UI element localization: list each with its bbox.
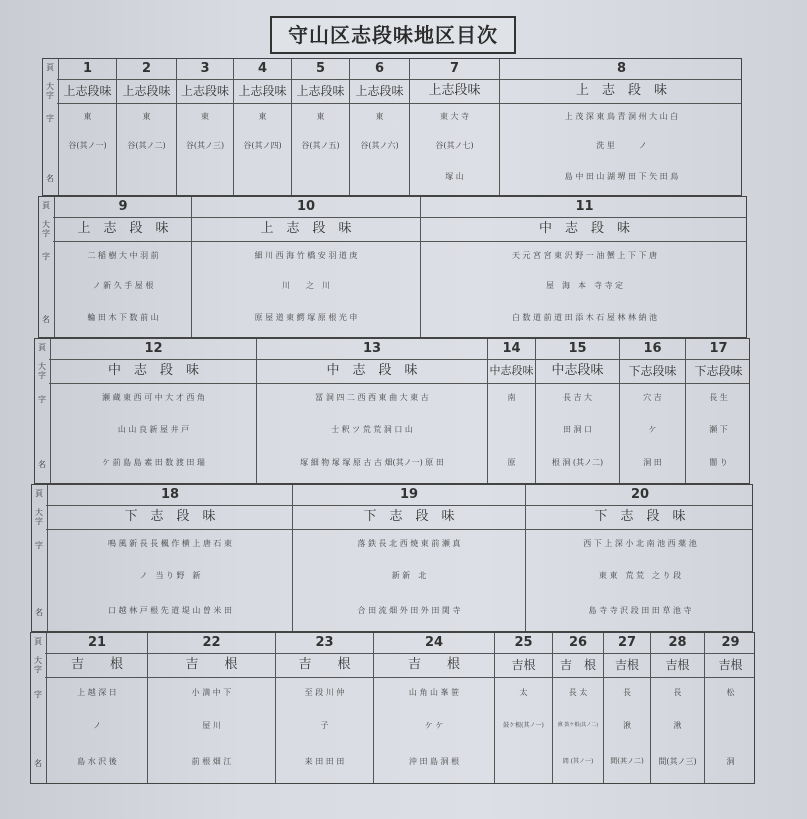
district-name: 上志段味: [355, 84, 404, 98]
district-name: 下志段味: [628, 364, 677, 378]
map-page-25: [494, 633, 552, 783]
district-name: 下志段味: [694, 364, 743, 378]
district-name: 吉根: [665, 658, 690, 672]
district-name: 中志段味: [551, 363, 604, 378]
page-number: 2: [141, 61, 152, 76]
aza-line: 前 根 畑 江: [191, 756, 232, 766]
aza-line: 山 角 山 峯 笹: [408, 687, 460, 697]
page-number: 11: [575, 199, 594, 214]
page-number: 12: [144, 341, 163, 356]
aza-line: 湫: [673, 721, 682, 731]
row-label-page: 頁: [38, 343, 46, 352]
page-number: 6: [374, 61, 385, 76]
page-number: 1: [82, 61, 93, 76]
district-name: 吉 根: [298, 657, 351, 672]
row-label-aza: 字: [34, 689, 42, 699]
aza-line: 湫: [623, 721, 631, 731]
district-name: 下 志 段 味: [594, 509, 686, 524]
aza-line: ケ 前 島 島 素 田 数 渡 田 瑞: [102, 458, 205, 468]
district-name: 中 志 段 味: [326, 363, 418, 378]
row-label-page: 頁: [42, 201, 50, 210]
aza-line: 落 鉄 長 北 西 焼 東 前 瀬 真: [357, 539, 461, 549]
aza-line: 谷(其ノ五): [301, 141, 340, 151]
map-page-10: [191, 197, 420, 337]
page-number: 29: [721, 635, 740, 650]
aza-line: 瀬 下: [709, 424, 728, 434]
page-number: 5: [315, 61, 326, 76]
map-page-20: [525, 485, 754, 631]
aza-line: 細 川 西 海 竹 橋 安 羽 道 庚: [254, 250, 358, 260]
aza-line: 上 越 深 日: [77, 687, 117, 697]
page-number: 3: [200, 61, 210, 76]
map-page-21: [46, 633, 147, 783]
district-name: 吉 根: [70, 657, 123, 672]
district-name: 上志段味: [296, 84, 345, 98]
row-label-oaza: 大字: [46, 82, 54, 100]
aza-line: 太: [519, 687, 528, 697]
aza-line: ケ: [648, 424, 657, 434]
aza-line: 松: [726, 687, 735, 697]
aza-line: 屋 川: [202, 721, 221, 731]
page-number: 20: [630, 487, 650, 502]
aza-line: 輪 田 木 下 数 前 山: [87, 313, 159, 323]
district-name: 上志段味: [122, 84, 171, 98]
page-number: 14: [502, 341, 521, 356]
page-number: 28: [668, 635, 687, 650]
map-page-26: [552, 633, 603, 783]
aza-line: 至 段 川 仲: [304, 687, 345, 697]
aza-line: 穴 吉: [643, 392, 662, 402]
page-number: 18: [160, 487, 180, 502]
page-number: 15: [568, 341, 587, 356]
aza-line: 南: [507, 392, 516, 402]
aza-line: ノ 新 久 手 屋 根: [92, 280, 154, 290]
map-page-16: [619, 339, 685, 483]
aza-line: 屋 海 本 寺 寺 定: [545, 280, 624, 290]
map-page-7: [409, 59, 499, 195]
aza-line: 合 田 流 畑 外 田 外 田 関 寺: [357, 605, 461, 615]
aza-line: 長: [673, 687, 682, 697]
aza-line: 上 茂 深 東 鳥 青 洞 州 大 山 白: [564, 112, 679, 122]
aza-line: 島 寺 寺 沢 段 田 田 草 池 寺: [588, 605, 692, 615]
aza-line: 小 満 中 下: [191, 687, 232, 697]
district-name: 吉根: [718, 658, 743, 672]
aza-line: 長 吉 大: [562, 392, 593, 402]
map-page-13: [256, 339, 487, 483]
aza-line: 沖 田 島 洞 根: [408, 756, 460, 766]
map-page-12: [50, 339, 256, 483]
aza-line: 二 稲 樹 大 中 羽 前: [87, 250, 159, 260]
index-band: [34, 338, 750, 484]
aza-line: 冨 洞 四 二 西 西 東 曲 大 東 古: [315, 392, 429, 402]
row-label-name: 名: [35, 607, 43, 617]
district-name: 上志段味: [180, 84, 229, 98]
row-label-page: 頁: [34, 637, 42, 646]
map-page-23: [275, 633, 373, 783]
aza-line: 東: [83, 112, 92, 122]
page-number: 26: [568, 635, 588, 650]
aza-line: 洞 田: [643, 458, 662, 468]
aza-line: 島 水 沢 後: [77, 756, 117, 766]
aza-line: 東: [316, 112, 325, 122]
map-page-17: [685, 339, 751, 483]
district-name: 下 志 段 味: [363, 509, 455, 524]
aza-line: 鼓ケ根(其ノ一): [503, 722, 544, 730]
row-label-aza: 字: [42, 252, 50, 262]
aza-line: 東: [375, 112, 384, 122]
aza-line: 東: [201, 112, 209, 122]
district-name: 上志段味: [428, 83, 481, 98]
page-number: 27: [617, 635, 637, 650]
aza-line: 士 釈 ツ 荒 荒 洞 口 山: [331, 424, 413, 434]
aza-line: 瀬 蔵 東 西 可 中 大 才 西 角: [102, 392, 205, 402]
index-band: [30, 632, 755, 784]
aza-line: 田 洞 口: [562, 424, 593, 434]
aza-line: ケ ケ: [424, 721, 444, 731]
aza-line: 子: [320, 721, 329, 731]
aza-line: 長 生: [709, 392, 728, 402]
aza-line: ノ 当 り 野 新: [139, 571, 201, 581]
aza-line: 闇 り: [709, 458, 728, 468]
district-name: 中志段味: [489, 364, 534, 377]
map-page-29: [704, 633, 756, 783]
map-page-8: [499, 59, 743, 195]
district-name: 吉 根: [559, 658, 596, 672]
map-page-2: [116, 59, 176, 195]
aza-line: 長 太: [568, 687, 588, 697]
index-band: [42, 58, 742, 196]
map-page-18: [47, 485, 292, 631]
row-label-aza: 字: [46, 113, 54, 123]
map-page-6: [349, 59, 409, 195]
aza-line: 谷(其ノ六): [360, 141, 399, 151]
aza-line: 川 之 川: [282, 280, 330, 290]
aza-line: 谷(其ノ一): [68, 141, 107, 151]
map-page-5: [291, 59, 349, 195]
page-number: 8: [616, 61, 627, 76]
page-number: 16: [643, 341, 662, 356]
map-page-11: [420, 197, 748, 337]
map-page-9: [54, 197, 191, 337]
map-page-27: [603, 633, 650, 783]
row-label-page: 頁: [35, 489, 43, 498]
aza-line: 谷(其ノ二): [127, 141, 166, 151]
row-label-oaza: 大字: [34, 656, 42, 674]
page-number: 25: [514, 635, 533, 650]
aza-line: 新 新 北: [391, 571, 427, 581]
aza-line: 東 大 寺: [439, 112, 470, 122]
district-name: 上 志 段 味: [575, 83, 667, 98]
aza-line: ノ: [93, 721, 101, 731]
aza-line: 山 山 良 新 屋 井 戸: [117, 424, 190, 434]
aza-line: 島 中 田 山 湖 堺 田 下 矢 田 鳥: [564, 172, 679, 182]
aza-line: 東 東 荒 荒 之 り 段: [598, 571, 682, 581]
row-label-aza: 字: [38, 394, 46, 404]
map-page-24: [373, 633, 494, 783]
aza-line: 西 下 上 深 小 北 南 池 西 薬 池: [583, 539, 697, 549]
map-page-28: [650, 633, 704, 783]
aza-line: 洞: [726, 756, 735, 766]
row-label-name: 名: [42, 315, 50, 325]
index-band: [31, 484, 753, 632]
aza-line: 原 屋 道 東 鰐 塚 原 根 光 申: [254, 313, 358, 323]
page-number: 4: [257, 61, 268, 76]
aza-line: 谷(其ノ三): [185, 141, 225, 151]
map-page-3: [176, 59, 233, 195]
page-number: 9: [118, 199, 128, 214]
page-number: 13: [362, 341, 382, 356]
page-number: 22: [202, 635, 221, 650]
aza-line: 間(其ノ三): [658, 756, 697, 766]
page-number: 23: [315, 635, 334, 650]
aza-line: 間 (其ノ一): [562, 757, 594, 765]
page-number: 24: [424, 635, 444, 650]
district-name: 上 志 段 味: [260, 221, 352, 236]
map-page-19: [292, 485, 525, 631]
aza-line: 原: [507, 458, 516, 468]
row-label-page: 頁: [46, 63, 54, 72]
aza-line: 鳴 風 新 長 長 楓 作 横 上 唐 石 東: [108, 539, 232, 549]
map-page-4: [233, 59, 291, 195]
district-name: 中 志 段 味: [538, 221, 630, 236]
aza-line: 天 元 宮 宮 東 沢 野 一 油 蟹 上 下 下 唐: [511, 250, 658, 260]
row-label-oaza: 大字: [42, 220, 50, 238]
row-label-name: 名: [46, 173, 54, 183]
aza-line: 洗 里 ノ: [596, 141, 647, 151]
district-name: 上 志 段 味: [77, 221, 169, 236]
row-label-name: 名: [34, 758, 42, 768]
aza-line: 塚 山: [445, 172, 464, 182]
aza-line: 根 洞 (其ノ二): [551, 458, 604, 468]
page-number: 19: [399, 487, 419, 502]
district-name: 上志段味: [238, 84, 287, 98]
district-name: 吉根: [614, 658, 639, 672]
aza-line: 谷(其ノ七): [435, 141, 474, 151]
map-page-1: [58, 59, 116, 195]
page-number: 10: [296, 199, 316, 214]
row-label-name: 名: [38, 460, 46, 470]
row-label-oaza: 大字: [35, 508, 43, 526]
district-name: 上志段味: [63, 84, 112, 98]
aza-line: 来 田 田 田: [304, 756, 345, 766]
index-band: [38, 196, 747, 338]
district-name: 吉 根: [407, 657, 460, 672]
map-page-22: [147, 633, 275, 783]
page-number: 17: [709, 341, 728, 356]
page-title: 守山区志段味地区目次: [270, 16, 516, 54]
district-name: 下 志 段 味: [124, 509, 216, 524]
row-label-oaza: 大字: [38, 362, 46, 380]
aza-line: 白 数 道 前 道 田 添 木 石 屋 林 林 納 池: [511, 313, 658, 323]
district-name: 吉根: [511, 658, 536, 672]
district-name: 中 志 段 味: [107, 363, 199, 378]
page-number: 7: [449, 61, 460, 76]
map-page-14: [487, 339, 535, 483]
district-name: 吉 根: [185, 657, 238, 672]
aza-line: 湫 鼓ケ根(其ノ二): [557, 722, 599, 729]
aza-line: 塚 細 物 塚 塚 原 古 古 畑(其ノ一) 原 田: [300, 458, 444, 468]
map-page-15: [535, 339, 619, 483]
aza-line: 口 越 林 戸 根 先 道 堤 山 曽 米 田: [108, 605, 232, 615]
aza-line: 東: [142, 112, 151, 122]
aza-line: 長: [623, 687, 631, 697]
aza-line: 谷(其ノ四): [243, 141, 282, 151]
aza-line: 間(其ノ二): [610, 756, 644, 765]
page-number: 21: [87, 635, 107, 650]
aza-line: 東: [258, 112, 267, 122]
row-label-aza: 字: [35, 541, 43, 551]
